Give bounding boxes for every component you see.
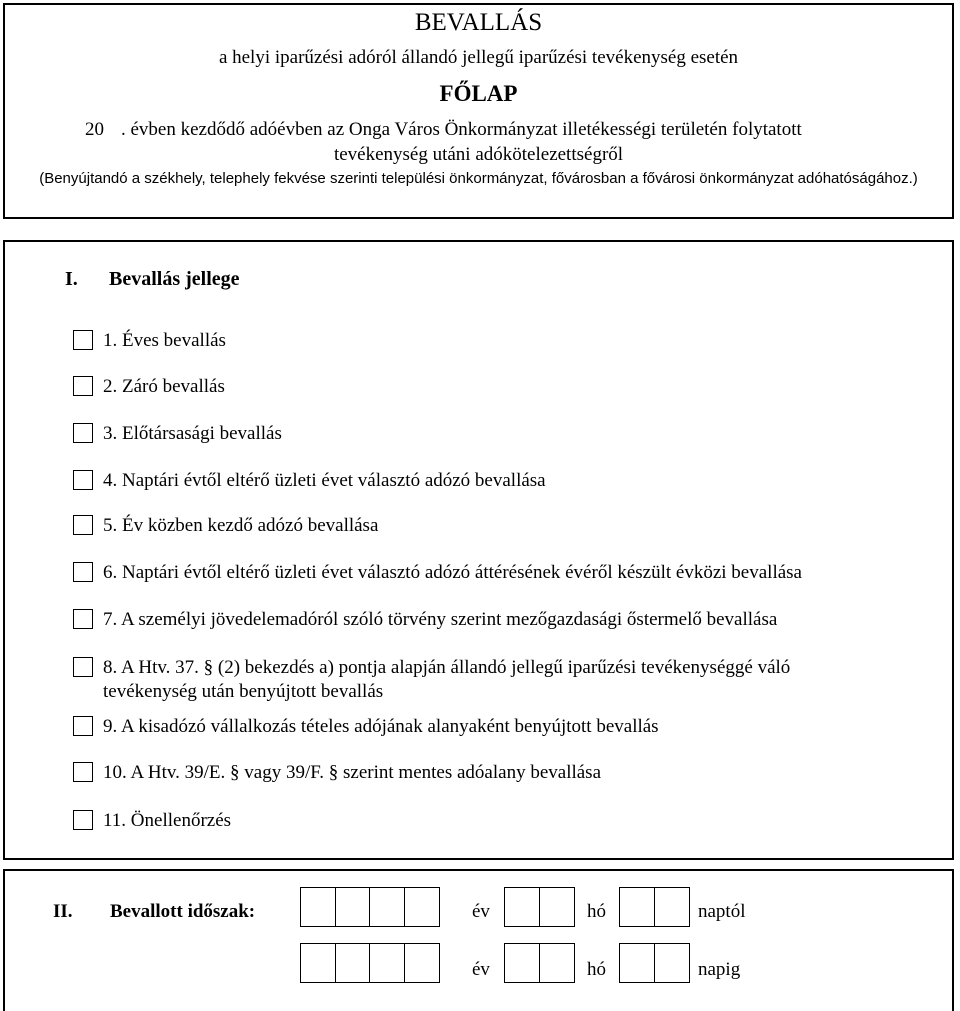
digit-box[interactable] — [404, 943, 440, 983]
month-label: hó — [587, 901, 606, 922]
month-label: hó — [587, 959, 606, 980]
checkbox[interactable] — [73, 657, 93, 677]
to-month-input[interactable] — [504, 943, 573, 983]
year-label: év — [472, 901, 490, 922]
from-month-input[interactable] — [504, 887, 573, 927]
digit-box[interactable] — [369, 887, 405, 927]
option-label: 2. Záró bevallás — [103, 376, 225, 397]
checkbox[interactable] — [73, 810, 93, 830]
from-year-input[interactable] — [300, 887, 438, 927]
form-title: BEVALLÁS — [414, 9, 543, 36]
digit-box[interactable] — [539, 887, 575, 927]
declared-period-section — [3, 869, 954, 1011]
year-label: év — [472, 959, 490, 980]
digit-box[interactable] — [335, 887, 371, 927]
declaration-type-section — [3, 240, 954, 860]
option-label: 11. Önellenőrzés — [103, 810, 232, 831]
option-label: 9. A kisadózó vállalkozás tételes adójának alanyaként benyújtott bevallás — [103, 716, 659, 737]
section-number: I. — [65, 268, 78, 290]
option-label: 3. Előtársasági bevallás — [103, 423, 282, 444]
form-header — [3, 3, 954, 219]
to-year-input[interactable] — [300, 943, 438, 983]
checkbox[interactable] — [73, 515, 93, 535]
tax-year-text: . évben kezdődő adóévben az Onga Város Önkormányzat illetékességi területén folytatott — [121, 119, 802, 140]
year-prefix: 20 — [85, 119, 104, 140]
option-label: 10. A Htv. 39/E. § vagy 39/F. § szerint mentes adóalany bevallása — [103, 762, 602, 783]
to-day-label: napig — [698, 959, 741, 980]
sheet-label: FŐLAP — [439, 81, 518, 106]
option-label: 6. Naptári évtől eltérő üzleti évet választó adózó áttérésének évéről készült évközi bevallása — [103, 562, 802, 583]
digit-box[interactable] — [539, 943, 575, 983]
digit-box[interactable] — [335, 943, 371, 983]
digit-box[interactable] — [369, 943, 405, 983]
digit-box[interactable] — [300, 887, 336, 927]
checkbox[interactable] — [73, 330, 93, 350]
tax-year-line — [85, 119, 945, 141]
digit-box[interactable] — [619, 887, 655, 927]
digit-box[interactable] — [300, 943, 336, 983]
section-title: Bevallás jellege — [109, 268, 240, 290]
digit-box[interactable] — [504, 887, 540, 927]
to-day-input[interactable] — [619, 943, 688, 983]
digit-box[interactable] — [654, 943, 690, 983]
digit-box[interactable] — [619, 943, 655, 983]
option-label: 7. A személyi jövedelemadóról szóló törvény szerint mezőgazdasági őstermelő bevallása — [103, 609, 778, 630]
section-number: II. — [53, 901, 73, 922]
option-label: 1. Éves bevallás — [103, 330, 226, 351]
checkbox[interactable] — [73, 423, 93, 443]
option-label: 8. A Htv. 37. § (2) bekezdés a) pontja alapján állandó jellegű iparűzési tevékenységgé váló tevékenység után benyújtott bevallás — [103, 657, 791, 702]
option-label: 4. Naptári évtől eltérő üzleti évet választó adózó bevallása — [103, 470, 546, 491]
checkbox[interactable] — [73, 470, 93, 490]
submission-note: (Benyújtandó a székhely, telephely fekvése szerinti települési önkormányzat, fővárosban a fővárosi önkormányzat adóhatóságához.) — [39, 170, 918, 187]
option-label: 5. Év közben kezdő adózó bevallása — [103, 515, 379, 536]
digit-box[interactable] — [404, 887, 440, 927]
form-subtitle: a helyi iparűzési adóról állandó jellegű iparűzési tevékenység esetén — [218, 47, 739, 68]
obligation-line: tevékenység utáni adókötelezettségről — [333, 144, 624, 165]
checkbox[interactable] — [73, 716, 93, 736]
digit-box[interactable] — [654, 887, 690, 927]
from-day-input[interactable] — [619, 887, 688, 927]
checkbox[interactable] — [73, 762, 93, 782]
checkbox[interactable] — [73, 562, 93, 582]
section-title: Bevallott időszak: — [110, 901, 256, 922]
digit-box[interactable] — [504, 943, 540, 983]
checkbox[interactable] — [73, 609, 93, 629]
checkbox[interactable] — [73, 376, 93, 396]
from-day-label: naptól — [698, 901, 746, 922]
